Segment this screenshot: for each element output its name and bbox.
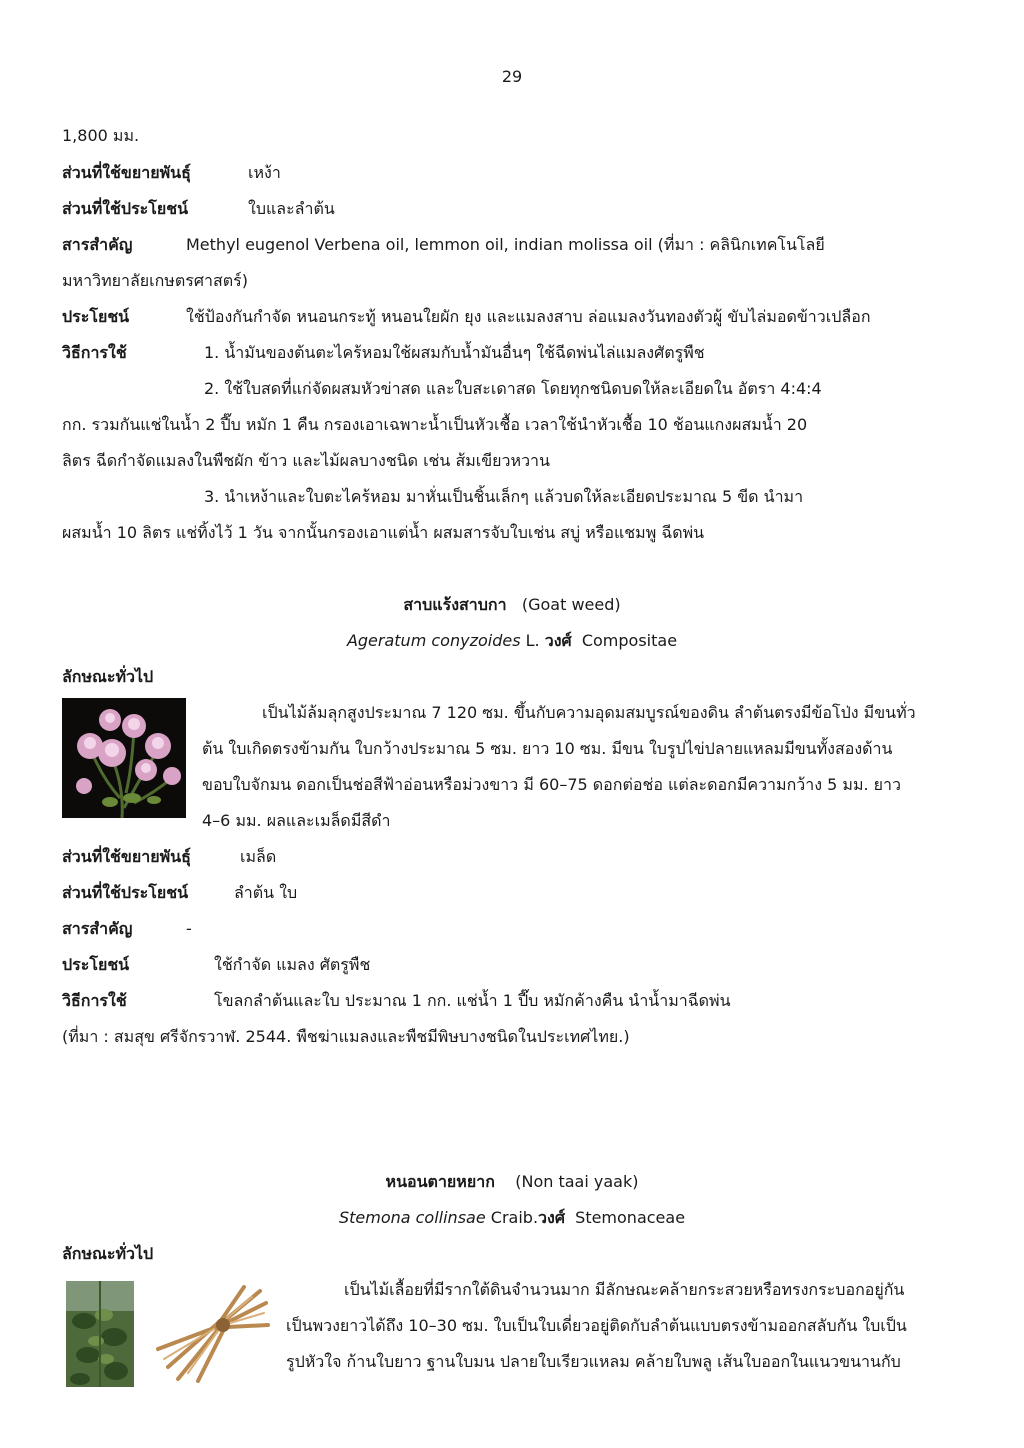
goat-weed-family: Compositae (581, 631, 678, 650)
non-taai-yaak-leaf-photo (66, 1281, 134, 1387)
goat-weed-method-value: โขลกลำต้นและใบ ประมาณ 1 กก. แช่น้ำ 1 ปี๊บ หมักค้างคืน นำน้ำมาฉีดพ่น (214, 991, 731, 1010)
non-taai-yaak-author: Craib. (490, 1208, 539, 1227)
benefit-label: ประโยชน์ (62, 307, 130, 326)
substance-label: สารสำคัญ (62, 235, 133, 254)
goat-weed-thai-name: สาบแร้งสาบกา (403, 595, 507, 614)
non-taai-yaak-family-label: วงศ์ (538, 1208, 565, 1227)
goat-weed-family-label: วงศ์ (544, 631, 572, 650)
goat-weed-desc-2: ต้น ใบเกิดตรงข้ามกัน ใบกว้างประมาณ 5 ซม. ยาว 10 ซม. มีขน ใบรูปไข่ปลายแหลมมีขนทั้งสองด้าน (202, 739, 893, 758)
goat-weed-english-name: (Goat weed) (521, 595, 621, 614)
benefit-value: ใช้ป้องกันกำจัด หนอนกระทู้ หนอนใยผัก ยุง และแมลงสาบ ล่อแมลงวันทองตัวผู้ ขับไล่มอดข้าวเปลือก (186, 307, 871, 326)
goat-weed-propagation-label: ส่วนที่ใช้ขยายพันธุ์ (62, 847, 191, 866)
goat-weed-desc-4: 4–6 มม. ผลและเมล็ดมีสีดำ (202, 811, 391, 830)
method-item-2: 2. ใช้ใบสดที่แก่จัดผสมหัวข่าสด และใบสะเดาสด โดยทุกชนิดบดให้ละเอียดใน อัตรา 4:4:4 (204, 379, 822, 398)
non-taai-yaak-sci-name: Stemona collinsae (338, 1208, 486, 1227)
non-taai-yaak-english-name: (Non taai yaak) (515, 1172, 639, 1191)
used-part-value: ใบและลำต้น (248, 199, 335, 218)
non-taai-yaak-general-label: ลักษณะทั่วไป (62, 1244, 154, 1263)
goat-weed-flower-image (62, 698, 186, 818)
substance-value-cont: มหาวิทยาลัยเกษตรศาสตร์) (62, 271, 248, 290)
propagation-label: ส่วนที่ใช้ขยายพันธุ์ (62, 163, 191, 182)
goat-weed-method-label: วิธีการใช้ (62, 991, 127, 1010)
used-part-label: ส่วนที่ใช้ประโยชน์ (62, 199, 189, 218)
vine-leaves-image (66, 1281, 134, 1387)
goat-weed-substance-value: - (186, 919, 192, 938)
non-taai-yaak-desc-3: รูปหัวใจ ก้านใบยาว ฐานใบมน ปลายใบเรียวแหลม คล้ายใบพลู เส้นใบออกในแนวขนานกับ (286, 1352, 901, 1371)
goat-weed-general-label: ลักษณะทั่วไป (62, 667, 154, 686)
non-taai-yaak-thai-name: หนอนตายหยาก (385, 1172, 495, 1191)
goat-weed-desc-3: ขอบใบจักมน ดอกเป็นช่อสีฟ้าอ่อนหรือม่วงขาว มี 60–75 ดอกต่อช่อ แต่ละดอกมีความกว้าง 5 มม. ยาว (202, 775, 902, 794)
goat-weed-propagation-value: เมล็ด (240, 847, 277, 866)
goat-weed-benefit-label: ประโยชน์ (62, 955, 130, 974)
goat-weed-photo (62, 698, 186, 818)
goat-weed-benefit-value: ใช้กำจัด แมลง ศัตรูพืช (214, 955, 371, 974)
non-taai-yaak-family: Stemonaceae (575, 1208, 686, 1227)
goat-weed-title (0, 594, 1024, 616)
non-taai-yaak-title (0, 1171, 1024, 1193)
propagation-value: เหง้า (248, 163, 281, 182)
goat-weed-sci-name: Ageratum conyzoides (346, 631, 521, 650)
goat-weed-desc-1: เป็นไม้ล้มลุกสูงประมาณ 7 120 ซม. ขึ้นกับความอุดมสมบูรณ์ของดิน ลำต้นตรงมีข้อโป่ง มีขนทั่ว (262, 703, 916, 722)
non-taai-yaak-desc-2: เป็นพวงยาวได้ถึง 10–30 ซม. ใบเป็นใบเดี่ยวอยู่ติดกับลำต้นแบบตรงข้ามออกสลับกัน ใบเป็น (286, 1316, 907, 1335)
goat-weed-source: (ที่มา : สมสุข ศรีจักรวาฬ. 2544. พืชฆ่าแมลงและพืชมีพิษบางชนิดในประเทศไทย.) (62, 1027, 630, 1046)
tuberous-roots-image (148, 1283, 272, 1387)
non-taai-yaak-scientific (0, 1207, 1024, 1229)
method-item-2-cont: กก. รวมกันแช่ในน้ำ 2 ปี๊บ หมัก 1 คืน กรองเอาเฉพาะน้ำเป็นหัวเชื้อ เวลาใช้นำหัวเชื้อ 10 ช้อนแกงผสมน้ำ 20 (62, 415, 808, 434)
method-item-3-cont: ผสมน้ำ 10 ลิตร แช่ทิ้งไว้ 1 วัน จากนั้นกรองเอาแต่น้ำ ผสมสารจับใบเช่น สบู่ หรือแชมพู ฉีดพ่น (62, 523, 705, 542)
method-label: วิธีการใช้ (62, 343, 127, 362)
goat-weed-author: L. (525, 631, 540, 650)
goat-weed-scientific (0, 630, 1024, 652)
goat-weed-substance-label: สารสำคัญ (62, 919, 133, 938)
non-taai-yaak-desc-1: เป็นไม้เลื้อยที่มีรากใต้ดินจำนวนมาก มีลักษณะคล้ายกระสวยหรือทรงกระบอกอยู่กัน (344, 1280, 905, 1299)
method-item-1: 1. น้ำมันของต้นตะไคร้หอมใช้ผสมกับน้ำมันอื่นๆ ใช้ฉีดพ่นไล่แมลงศัตรูพืช (204, 343, 705, 362)
non-taai-yaak-root-photo (148, 1283, 272, 1387)
method-item-2-cont2: ลิตร ฉีดกำจัดแมลงในพืชผัก ข้าว และไม้ผลบางชนิด เช่น ส้มเขียวหวาน (62, 451, 550, 470)
goat-weed-used-part-value: ลำต้น ใบ (234, 883, 298, 902)
page-number: 29 (501, 67, 523, 86)
substance-value: Methyl eugenol Verbena oil, lemmon oil, indian molissa oil (ที่มา : คลินิกเทคโนโลยี (186, 235, 825, 254)
continued-text: 1,800 มม. (62, 126, 140, 145)
method-item-3: 3. นำเหง้าและใบตะไคร้หอม มาหั่นเป็นชิ้นเล็กๆ แล้วบดให้ละเอียดประมาณ 5 ขีด นำมา (204, 487, 804, 506)
goat-weed-used-part-label: ส่วนที่ใช้ประโยชน์ (62, 883, 189, 902)
